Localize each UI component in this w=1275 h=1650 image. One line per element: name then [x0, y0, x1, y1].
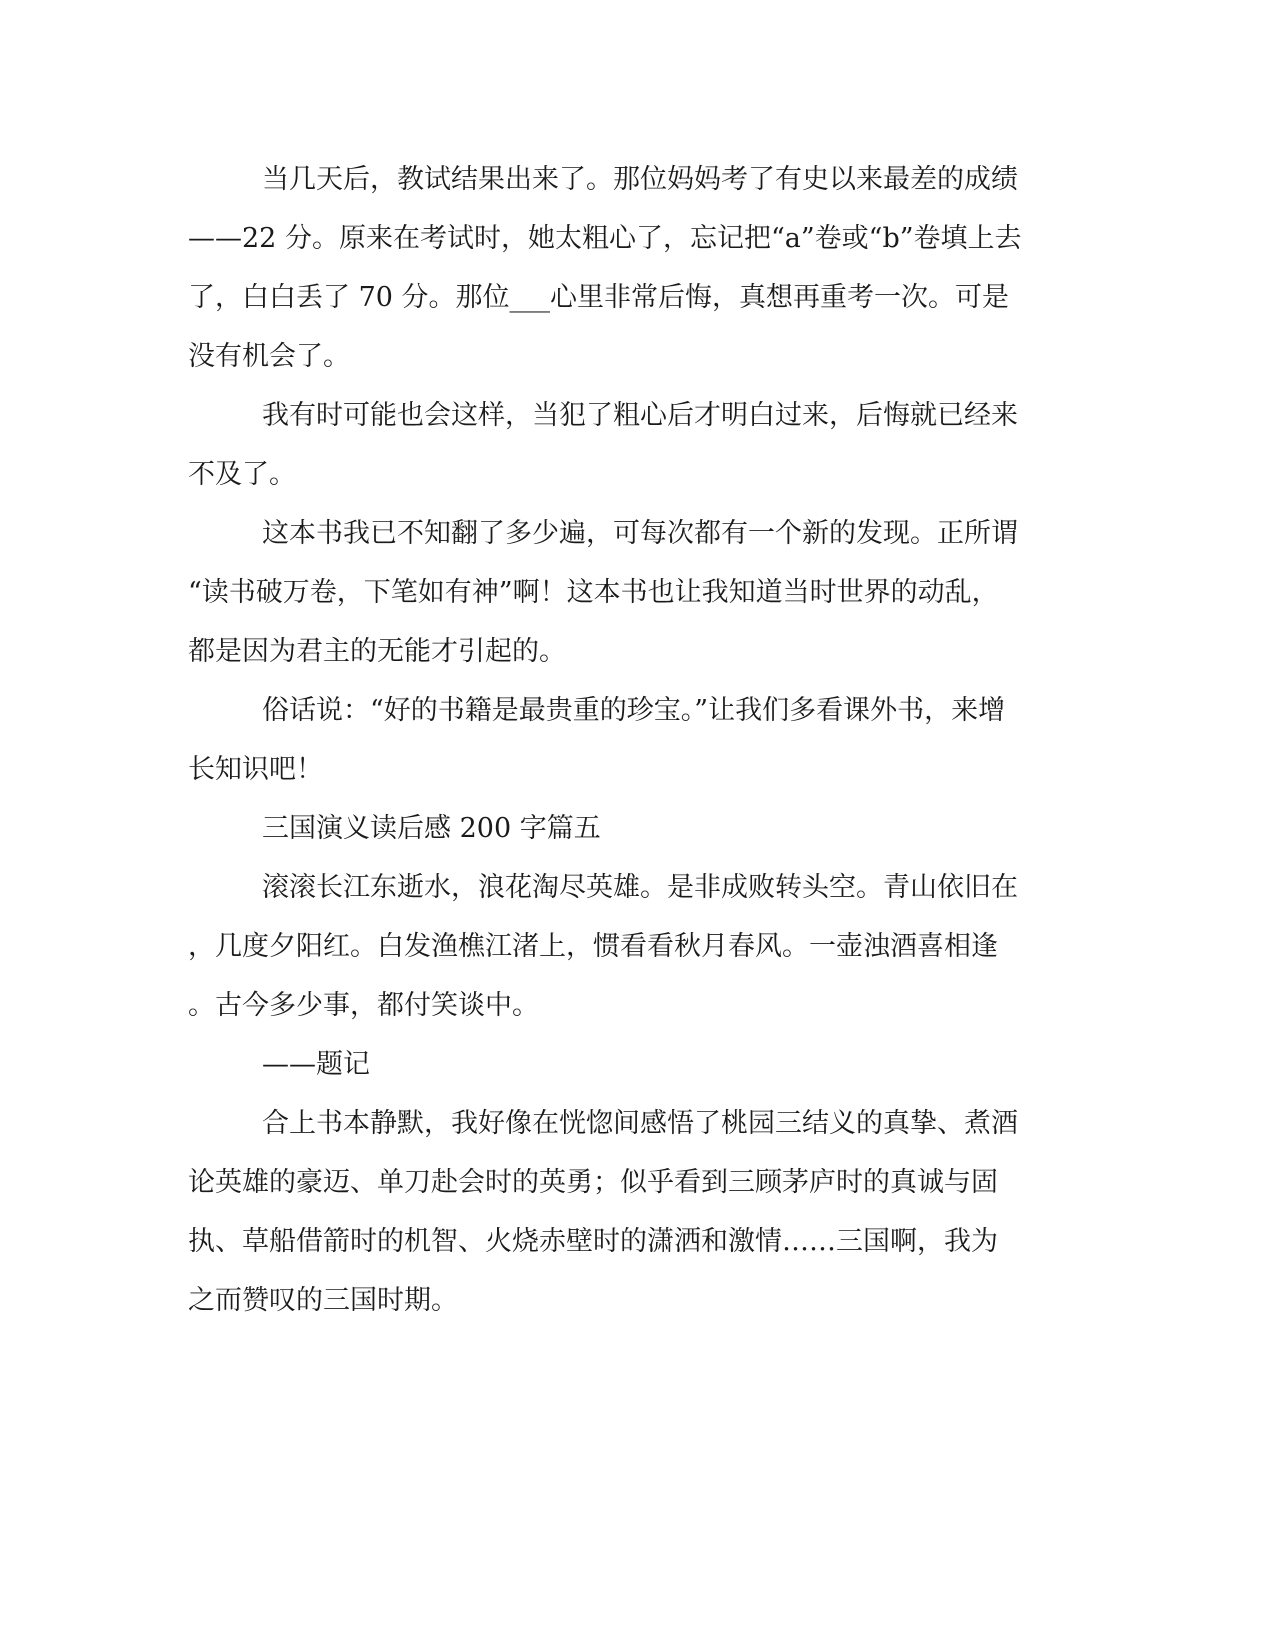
text-line: 之而赞叹的三国时期。 — [188, 1285, 458, 1316]
text-line: 俗话说：“好的书籍是最贵重的珍宝。”让我们多看课外书，来增 — [262, 695, 1006, 726]
text-line: 执、草船借箭时的机智、火烧赤壁时的潇洒和激情……三国啊，我为 — [188, 1226, 998, 1257]
text-line: 了，白白丢了 70 分。那位___心里非常后悔，真想再重考一次。可是 — [188, 282, 1010, 313]
text-line: 都是因为君主的无能才引起的。 — [188, 636, 566, 667]
text-line: 没有机会了。 — [188, 341, 350, 372]
text-line: 当几天后，教试结果出来了。那位妈妈考了有史以来最差的成绩 — [262, 164, 1018, 195]
section-heading: 三国演义读后感 200 字篇五 — [262, 813, 601, 844]
text-line: 长知识吧！ — [188, 754, 323, 785]
text-line: 合上书本静默，我好像在恍惚间感悟了桃园三结义的真挚、煮酒 — [262, 1108, 1018, 1139]
epigraph-attribution: ——题记 — [262, 1049, 370, 1080]
text-line: 滚滚长江东逝水，浪花淘尽英雄。是非成败转头空。青山依旧在 — [262, 872, 1018, 903]
text-line: ，几度夕阳红。白发渔樵江渚上，惯看看秋月春风。一壶浊酒喜相逢 — [188, 931, 998, 962]
text-line: 论英雄的豪迈、单刀赴会时的英勇；似乎看到三顾茅庐时的真诚与固 — [188, 1167, 998, 1198]
text-line: “读书破万卷，下笔如有神”啊！这本书也让我知道当时世界的动乱， — [188, 577, 999, 608]
text-line: 不及了。 — [188, 459, 296, 490]
text-line: 这本书我已不知翻了多少遍，可每次都有一个新的发现。正所谓 — [262, 518, 1018, 549]
text-line: 我有时可能也会这样，当犯了粗心后才明白过来，后悔就已经来 — [262, 400, 1018, 431]
text-line: ——22 分。原来在考试时，她太粗心了，忘记把“a”卷或“b”卷填上去 — [188, 223, 1022, 254]
text-line: 。古今多少事，都付笑谈中。 — [188, 990, 539, 1021]
